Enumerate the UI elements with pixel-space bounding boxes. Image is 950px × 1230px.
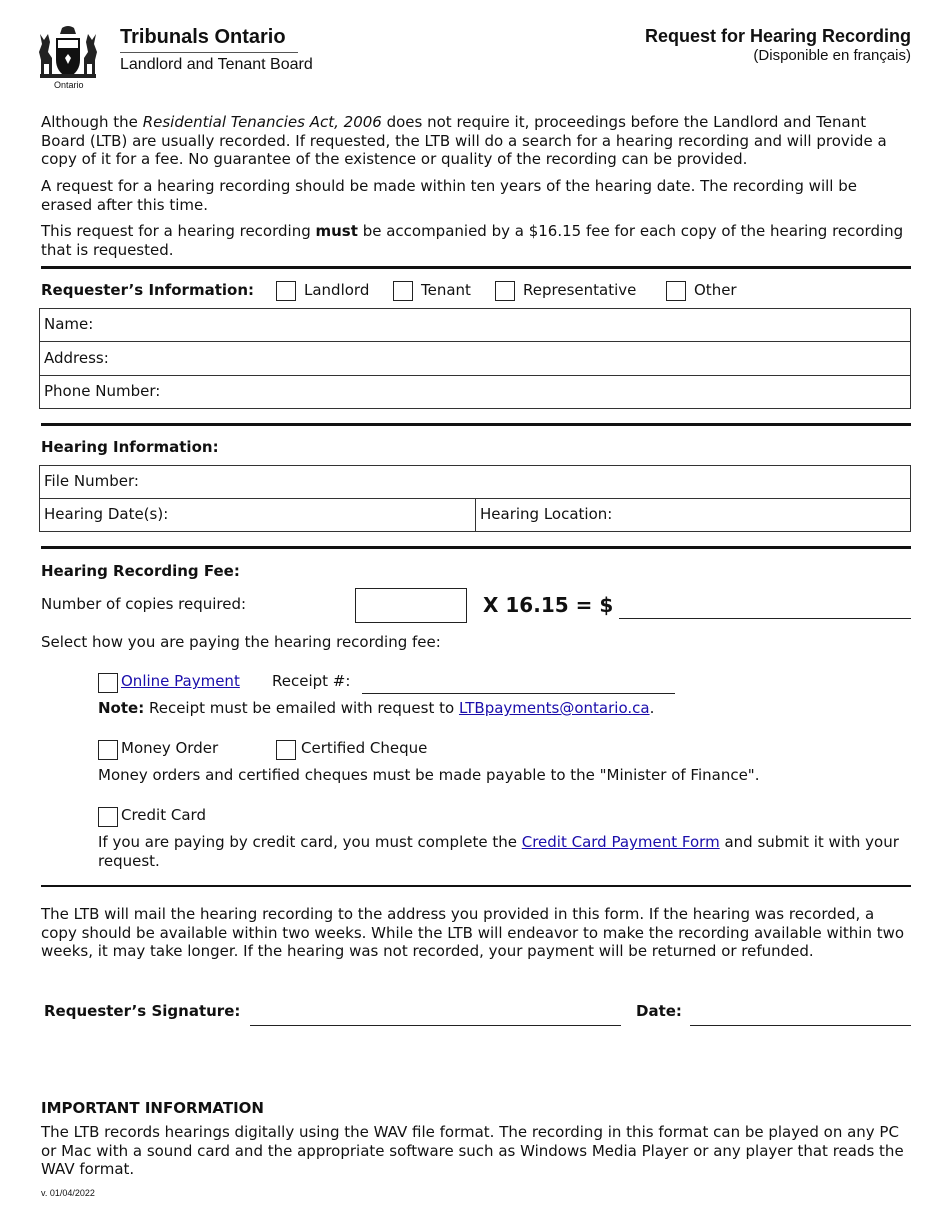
requester-heading: Requester’s Information: — [41, 281, 254, 299]
hearing-dates-field[interactable]: Hearing Date(s): — [44, 505, 169, 523]
org-subtitle: Landlord and Tenant Board — [120, 56, 313, 73]
fee-heading: Hearing Recording Fee: — [41, 562, 240, 580]
other-label: Other — [694, 281, 737, 299]
fee-multiplier: X 16.15 = $ — [483, 593, 614, 617]
signature-line[interactable] — [250, 1025, 621, 1026]
org-name: Tribunals Ontario — [120, 26, 286, 48]
payment-method-prompt: Select how you are paying the hearing recording fee: — [41, 633, 441, 651]
section-divider — [41, 266, 911, 269]
cheque-payable-note: Money orders and certified cheques must be made payable to the "Minister of Finance". — [98, 766, 760, 784]
representative-checkbox[interactable] — [495, 281, 515, 301]
important-text: The LTB records hearings digitally using the WAV file format. The recording in this format can be played on any PC or Mac with a sound card and the appropriate software such as Windows Media Player or any player that reads the WAV format. — [41, 1123, 904, 1178]
receipt-number-line[interactable] — [362, 693, 675, 694]
certified-cheque-label: Certified Cheque — [301, 739, 428, 757]
important-heading: IMPORTANT INFORMATION — [41, 1099, 264, 1117]
landlord-checkbox[interactable] — [276, 281, 296, 301]
phone-number-field[interactable]: Phone Number: — [44, 382, 161, 400]
copies-input[interactable] — [355, 588, 467, 623]
mail-note: The LTB will mail the hearing recording to the address you provided in this form. If the hearing was recorded, a copy should be available within two weeks. While the LTB will endeavor to make the recording available within two weeks, it may take longer. If the hearing was not recorded, your payment will be returned or refunded. — [41, 905, 905, 960]
tenant-checkbox[interactable] — [393, 281, 413, 301]
logo-divider — [120, 52, 298, 53]
ltb-payments-email-link[interactable]: LTBpayments@ontario.ca — [458, 699, 650, 717]
intro-paragraph-2: A request for a hearing recording should be made within ten years of the hearing date. The recording will be erased after this time. — [41, 177, 857, 214]
total-amount-line[interactable] — [619, 618, 911, 619]
credit-card-checkbox[interactable] — [98, 807, 118, 827]
certified-cheque-checkbox[interactable] — [276, 740, 296, 760]
name-field[interactable]: Name: — [44, 315, 94, 333]
section-divider — [41, 423, 911, 426]
receipt-label: Receipt #: — [272, 672, 351, 690]
online-payment-checkbox[interactable] — [98, 673, 118, 693]
hearing-location-field[interactable]: Hearing Location: — [480, 505, 613, 523]
signature-label: Requester’s Signature: — [44, 1002, 241, 1020]
credit-card-note: If you are paying by credit card, you must complete the Credit Card Payment Form and submit it with your request. — [98, 833, 899, 870]
ontario-label: Ontario — [54, 80, 84, 90]
landlord-label: Landlord — [304, 281, 370, 299]
intro-paragraph-3: This request for a hearing recording must be accompanied by a $16.15 fee for each copy of the hearing recording that is requested. — [41, 222, 904, 259]
address-field[interactable]: Address: — [44, 349, 109, 367]
money-order-label: Money Order — [121, 739, 219, 757]
money-order-checkbox[interactable] — [98, 740, 118, 760]
tribunals-ontario-logo — [34, 24, 314, 92]
date-label: Date: — [636, 1002, 682, 1020]
copies-label: Number of copies required: — [41, 595, 247, 613]
date-line[interactable] — [690, 1025, 911, 1026]
online-payment-link[interactable]: Online Payment — [121, 672, 240, 690]
receipt-note: Note: Receipt must be emailed with request to LTBpayments@ontario.ca. — [98, 699, 655, 717]
hearing-heading: Hearing Information: — [41, 438, 219, 456]
section-divider — [41, 546, 911, 549]
credit-card-label: Credit Card — [121, 806, 206, 824]
section-divider — [41, 885, 911, 887]
form-title: Request for Hearing Recording — [644, 26, 911, 46]
tenant-label: Tenant — [421, 281, 471, 299]
version-label: v. 01/04/2022 — [41, 1188, 95, 1198]
french-availability-note: (Disponible en français) — [753, 47, 911, 64]
credit-card-form-link[interactable]: Credit Card Payment Form — [521, 833, 720, 851]
representative-label: Representative — [523, 281, 637, 299]
intro-paragraph-1: Although the Residential Tenancies Act, 2006 does not require it, proceedings before the Landlord and Tenant Board (LTB) are usually recorded. If requested, the LTB will do a search for a hearing recording and will provide a copy of it for a fee. No guarantee of the existence or quality of the recording can be provided. — [41, 113, 887, 168]
file-number-field[interactable]: File Number: — [44, 472, 139, 490]
other-checkbox[interactable] — [666, 281, 686, 301]
